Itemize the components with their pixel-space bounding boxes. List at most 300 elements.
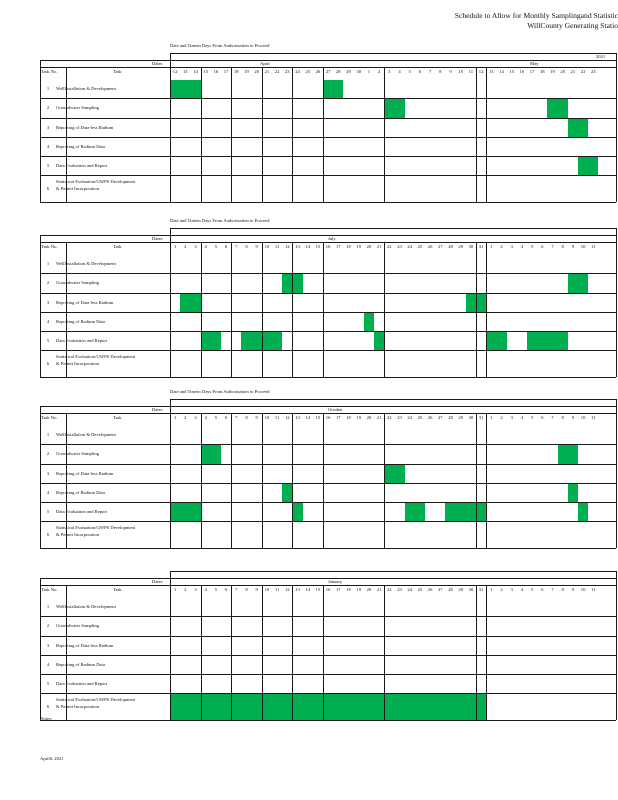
schedule-bar[interactable]	[558, 445, 578, 464]
grid-line	[40, 720, 616, 721]
day-label: 2	[184, 244, 187, 249]
task-name: Data Evaluation and Report	[56, 337, 108, 343]
schedule-bar[interactable]	[323, 80, 343, 98]
day-label: 2	[184, 415, 187, 420]
schedule-bar[interactable]	[292, 503, 302, 521]
day-label: 16	[325, 587, 331, 592]
day-label: 7	[551, 244, 554, 249]
task-name: Reporting of Data-less Radium	[56, 642, 114, 648]
grid-line	[262, 585, 263, 720]
day-label: 26	[427, 244, 433, 249]
day-label: 3	[194, 244, 197, 249]
schedule-bar[interactable]	[568, 119, 588, 137]
day-label: 1	[173, 587, 177, 592]
grid-line	[40, 235, 41, 377]
day-label: 20	[366, 415, 372, 420]
grid-line	[40, 273, 616, 274]
day-label: 13	[182, 69, 188, 74]
day-label: 17	[335, 415, 341, 420]
day-label: 11	[591, 587, 596, 592]
day-label: 5	[530, 415, 534, 420]
task-number: 6	[46, 185, 50, 191]
grid-line	[231, 585, 232, 720]
grid-line	[40, 98, 616, 99]
grid-line	[40, 60, 616, 61]
grid-line	[201, 67, 202, 202]
task-header: Task	[113, 415, 122, 420]
schedule-bar[interactable]	[384, 99, 404, 118]
day-label: 9	[255, 415, 258, 420]
day-label: 15	[315, 415, 321, 420]
schedule-bar[interactable]	[170, 503, 201, 521]
schedule-bar[interactable]	[578, 503, 588, 521]
grid-line	[201, 242, 202, 377]
grid-line	[40, 202, 616, 203]
day-label: 23	[590, 69, 596, 74]
day-label: 24	[407, 244, 412, 249]
grid-line	[384, 67, 385, 202]
day-label: 11	[591, 244, 596, 249]
day-label: 7	[235, 415, 238, 420]
task-name: Statistical Evaluation/GWPS Development	[56, 525, 136, 530]
day-label: 19	[356, 587, 361, 592]
day-label: 2	[184, 587, 187, 592]
grid-line	[292, 242, 293, 377]
task-name: Reporting of Data-less Radium	[56, 470, 114, 476]
task-number: 2	[46, 280, 50, 285]
day-label: 21	[376, 244, 382, 249]
day-label: 30	[356, 69, 361, 74]
schedule-bar[interactable]	[201, 445, 221, 464]
month-label: April	[260, 61, 270, 66]
task-number: 2	[46, 451, 50, 456]
day-label: 21	[264, 69, 270, 74]
day-label: 25	[417, 244, 423, 249]
task-number: 2	[46, 105, 50, 110]
day-label: 21	[376, 415, 382, 420]
day-label: 1	[367, 69, 371, 74]
grid-line	[40, 67, 616, 68]
task-name: Data Evaluation and Report	[56, 508, 108, 514]
grid-line	[66, 585, 67, 720]
day-label: 20	[254, 69, 259, 74]
grid-line	[170, 571, 171, 720]
day-label: 4	[398, 69, 401, 74]
grid-line	[40, 464, 616, 465]
day-label: 10	[580, 587, 586, 592]
grid-line	[40, 502, 616, 503]
schedule-bar[interactable]	[170, 80, 201, 98]
grid-line	[486, 585, 487, 720]
schedule-bar[interactable]	[364, 313, 374, 331]
task-number: 5	[46, 162, 50, 168]
task-name: & Permit Incorporation	[56, 361, 100, 366]
grid-line	[40, 548, 616, 549]
day-label: 1	[490, 587, 493, 592]
grid-line	[40, 156, 616, 157]
grid-line	[40, 585, 616, 586]
schedule-bar[interactable]	[282, 484, 292, 502]
day-label: 21	[570, 69, 576, 74]
day-label: 12	[284, 244, 290, 249]
day-label: 4	[520, 244, 524, 249]
day-label: 17	[335, 587, 341, 592]
task-name: & Permit Incorporation	[56, 186, 100, 191]
day-label: 10	[264, 244, 270, 249]
day-label: 7	[428, 69, 432, 74]
day-label: 7	[551, 587, 554, 592]
task-header: Task	[113, 587, 122, 592]
grid-line	[170, 399, 171, 548]
day-label: 29	[458, 587, 463, 592]
day-label: 6	[224, 587, 228, 592]
grid-line	[40, 137, 616, 138]
task-name: Groundwater Sampling	[56, 280, 99, 285]
grid-line	[66, 242, 67, 377]
day-label: 10	[580, 244, 586, 249]
schedule-title: Schedule to Allow for Monthly Samplingand Statistic	[454, 11, 618, 20]
grid-line	[616, 399, 617, 548]
dates-label: Dates	[152, 61, 163, 66]
task-header: Task	[113, 244, 122, 249]
day-label: 30	[468, 587, 474, 592]
day-label: 7	[235, 587, 238, 592]
day-label: 8	[439, 69, 442, 74]
day-label: 29	[458, 415, 463, 420]
day-label: 6	[541, 415, 544, 420]
day-label: 10	[264, 415, 270, 420]
day-label: 16	[325, 415, 331, 420]
day-label: 26	[427, 587, 433, 592]
task-name: Reporting of Data-less Radium	[56, 299, 114, 305]
grid-line	[292, 585, 293, 720]
grid-line	[616, 228, 617, 377]
day-label: 31	[478, 587, 484, 592]
task-number: 6	[46, 531, 50, 537]
day-label: 24	[295, 69, 300, 74]
grid-line	[40, 521, 616, 522]
day-label: 1	[173, 244, 177, 249]
task-name: & Permit Incorporation	[56, 704, 100, 709]
day-label: 30	[468, 415, 474, 420]
grid-line	[66, 67, 67, 202]
day-label: 5	[214, 587, 218, 592]
task-name: Data Evaluation and Report	[56, 680, 108, 686]
task-name: Statistical Evaluation/GWPS Development	[56, 697, 136, 702]
day-label: 1	[490, 244, 493, 249]
day-label: 29	[458, 244, 463, 249]
day-label: 4	[204, 415, 207, 420]
schedule-bar[interactable]	[578, 157, 598, 175]
task-number: 6	[46, 703, 50, 709]
dates-label: Dates	[152, 579, 163, 584]
grid-line	[616, 571, 617, 720]
day-label: 16	[519, 69, 525, 74]
grid-line	[40, 674, 616, 675]
grid-line	[40, 118, 616, 119]
task-name: WellInstallation & Development	[56, 260, 116, 266]
day-label: 1	[173, 415, 177, 420]
day-label: 17	[529, 69, 535, 74]
day-label: 18	[539, 69, 545, 74]
day-label: 17	[335, 244, 341, 249]
day-label: 28	[448, 587, 453, 592]
grid-line	[40, 235, 616, 236]
day-label: 26	[315, 69, 321, 74]
grid-line	[476, 242, 477, 377]
day-label: 4	[520, 587, 524, 592]
grid-line	[40, 406, 41, 548]
day-label: 4	[520, 415, 524, 420]
task-name: & Permit Incorporation	[56, 532, 100, 537]
day-label: 26	[427, 415, 433, 420]
day-label: 20	[560, 69, 565, 74]
task-number: 1	[46, 431, 50, 437]
month-label: January	[328, 579, 343, 584]
task-number: 4	[46, 661, 50, 667]
day-label: 1	[490, 415, 493, 420]
task-no-header: Task No.	[41, 69, 58, 74]
day-label: 18	[346, 244, 351, 249]
grid-line	[40, 444, 616, 445]
task-number: 4	[46, 489, 50, 495]
day-label: 12	[172, 69, 178, 74]
day-label: 10	[458, 69, 463, 74]
day-label: 16	[325, 244, 331, 249]
day-label: 11	[468, 69, 474, 74]
task-number: 3	[46, 124, 50, 130]
day-label: 6	[224, 244, 228, 249]
day-label: 15	[315, 244, 321, 249]
schedule-bar[interactable]	[568, 484, 578, 502]
grid-line	[323, 585, 324, 720]
task-number: 1	[46, 85, 50, 91]
schedule-bar[interactable]	[374, 332, 384, 350]
day-label: 23	[284, 69, 290, 74]
schedule-bar[interactable]	[170, 694, 486, 720]
schedule-bar[interactable]	[405, 503, 425, 521]
day-label: 11	[274, 244, 280, 249]
task-name: Reporting of Radium Data	[56, 143, 105, 149]
day-label: 8	[561, 587, 564, 592]
day-label: 12	[284, 587, 290, 592]
grid-line	[323, 413, 324, 548]
grid-line	[231, 413, 232, 548]
day-label: 9	[449, 69, 452, 74]
header-rule	[170, 53, 616, 54]
schedule-bar[interactable]	[547, 99, 567, 118]
task-name: WellInstallation & Development	[56, 85, 116, 91]
day-label: 14	[305, 587, 310, 592]
grid-line	[231, 242, 232, 377]
day-label: 23	[397, 415, 402, 420]
day-label: 3	[510, 587, 513, 592]
grid-line	[292, 67, 293, 202]
day-label: 12	[478, 69, 484, 74]
day-label: 28	[448, 244, 453, 249]
grid-line	[486, 67, 487, 202]
grid-line	[66, 413, 67, 548]
day-label: 14	[305, 244, 310, 249]
day-label: 2	[500, 244, 503, 249]
day-label: 9	[255, 244, 258, 249]
task-name: Data Evaluation and Report	[56, 162, 108, 168]
header-rule	[170, 571, 616, 572]
day-label: 18	[233, 69, 239, 74]
day-label: 22	[386, 587, 392, 592]
month-label: October	[328, 407, 343, 412]
schedule-bar[interactable]	[445, 503, 486, 521]
task-no-header: Task No.	[41, 587, 58, 592]
grid-line	[170, 53, 171, 202]
grid-line	[262, 67, 263, 202]
day-label: 13	[295, 587, 300, 592]
day-label: 22	[274, 69, 280, 74]
day-label: 23	[397, 244, 402, 249]
schedule-bar[interactable]	[384, 465, 404, 483]
day-label: 15	[203, 69, 208, 74]
schedule-bar[interactable]	[486, 332, 506, 350]
grid-line	[384, 585, 385, 720]
schedule-bar[interactable]	[568, 274, 588, 293]
grid-line	[40, 60, 41, 202]
task-name: Groundwater Sampling	[56, 451, 99, 456]
dates-label: Dates	[152, 407, 163, 412]
schedule-bar[interactable]	[201, 332, 221, 350]
grid-line	[292, 413, 293, 548]
day-label: 24	[407, 587, 412, 592]
day-label: 3	[510, 244, 513, 249]
day-label: 3	[510, 415, 513, 420]
day-label: 27	[437, 415, 443, 420]
day-label: 27	[437, 587, 443, 592]
grid-line	[201, 413, 202, 548]
day-label: 3	[388, 69, 391, 74]
day-label: 2	[500, 587, 503, 592]
day-label: 13	[295, 415, 300, 420]
day-label: 10	[580, 415, 586, 420]
task-number: 1	[46, 603, 50, 609]
day-label: 22	[386, 415, 392, 420]
day-label: 8	[245, 415, 248, 420]
task-number: 3	[46, 470, 50, 476]
grid-line	[201, 585, 202, 720]
grid-line	[40, 655, 616, 656]
task-number: 6	[46, 360, 50, 366]
day-label: 5	[530, 587, 534, 592]
day-label: 16	[213, 69, 219, 74]
day-label: 6	[224, 415, 228, 420]
day-label: 9	[571, 415, 575, 420]
task-number: 1	[46, 260, 50, 266]
day-label: 15	[315, 587, 321, 592]
grid-line	[40, 175, 616, 176]
day-label: 9	[571, 244, 575, 249]
day-label: 5	[408, 69, 411, 74]
grid-line	[40, 377, 616, 378]
grid-line	[262, 413, 263, 548]
task-name: Statistical Evaluation/GWPS Development	[56, 354, 136, 359]
day-label: 27	[437, 244, 443, 249]
task-number: 3	[46, 299, 50, 305]
day-label: 6	[418, 69, 422, 74]
day-label: 4	[204, 587, 207, 592]
day-label: 9	[255, 587, 258, 592]
task-no-header: Task No.	[41, 415, 58, 420]
day-label: 25	[417, 587, 423, 592]
day-label: 8	[245, 244, 248, 249]
task-name: Groundwater Sampling	[56, 105, 99, 110]
month-label: May	[530, 61, 539, 66]
notes-label: Notes:	[40, 716, 52, 721]
day-label: 17	[223, 69, 229, 74]
day-label: 7	[551, 415, 554, 420]
task-number: 4	[46, 143, 50, 149]
grid-line	[40, 350, 616, 351]
grid-line	[323, 242, 324, 377]
grid-line	[486, 242, 487, 377]
grid-line	[231, 67, 232, 202]
grid-line	[384, 242, 385, 377]
day-label: 23	[397, 587, 402, 592]
day-label: 9	[571, 587, 575, 592]
grid-line	[40, 483, 616, 484]
header-rule	[170, 228, 616, 229]
schedule-bar[interactable]	[527, 332, 568, 350]
grid-line	[170, 228, 171, 377]
grid-line	[616, 53, 617, 202]
day-label: 27	[325, 69, 331, 74]
day-label: 10	[264, 587, 270, 592]
day-label: 12	[284, 415, 290, 420]
day-label: 14	[499, 69, 504, 74]
schedule-bar[interactable]	[180, 294, 200, 312]
day-label: 19	[356, 244, 361, 249]
day-label: 25	[305, 69, 310, 74]
grid-line	[40, 312, 616, 313]
grid-line	[40, 578, 616, 579]
header-rule	[170, 399, 616, 400]
task-name: WellInstallation & Development	[56, 603, 116, 609]
day-label: 7	[235, 244, 238, 249]
year-label: 2021	[596, 54, 606, 59]
day-label: 11	[274, 587, 280, 592]
day-label: 18	[346, 415, 351, 420]
day-label: 25	[417, 415, 423, 420]
footer-date: April6, 2021	[40, 756, 64, 761]
day-label: 19	[356, 415, 361, 420]
task-number: 2	[46, 623, 50, 628]
schedule-subtitle: Date and Timein Days From Authorization to Proceed	[170, 389, 270, 394]
day-label: 11	[274, 415, 280, 420]
grid-line	[40, 406, 616, 407]
grid-line	[40, 616, 616, 617]
day-label: 6	[541, 587, 544, 592]
day-label: 6	[541, 244, 544, 249]
day-label: 28	[335, 69, 341, 74]
grid-line	[476, 413, 477, 548]
facility-subtitle: WillCounty Generating Statio	[527, 21, 618, 30]
task-name: Reporting of Radium Data	[56, 318, 105, 324]
schedule-subtitle: Date and Timein Days From Authorization to Proceed	[170, 218, 270, 223]
task-name: Statistical Evaluation/GWPS Development	[56, 179, 136, 184]
task-number: 3	[46, 642, 50, 648]
day-label: 28	[448, 415, 453, 420]
grid-line	[40, 636, 616, 637]
task-number: 5	[46, 680, 50, 686]
grid-line	[476, 67, 477, 202]
day-label: 4	[204, 244, 207, 249]
